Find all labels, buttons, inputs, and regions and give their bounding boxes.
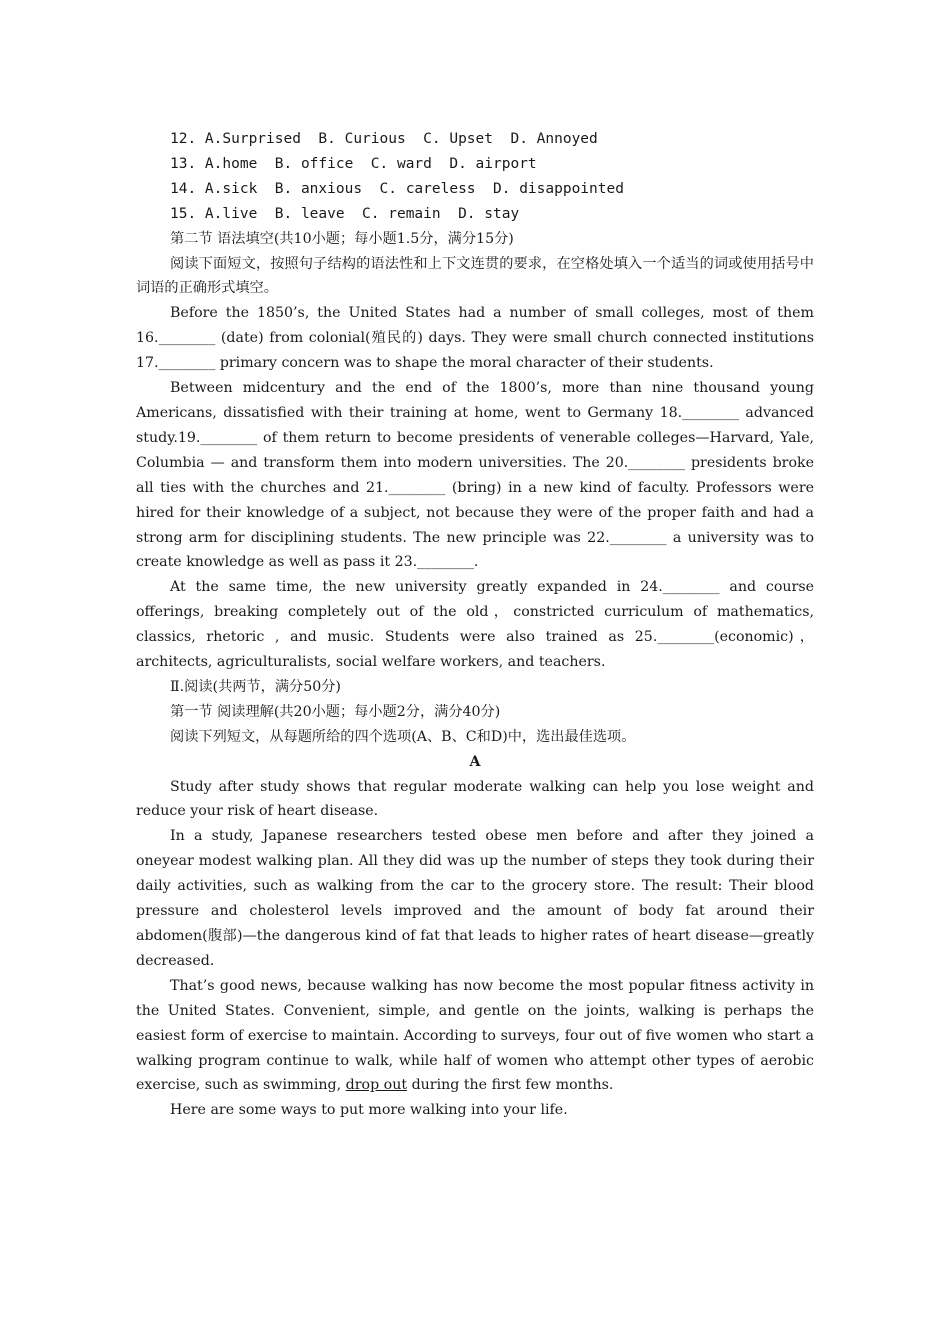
- section2-title: 第二节 语法填空(共10小题；每小题1.5分，满分15分): [170, 230, 514, 247]
- underlined-phrase: drop out: [345, 1077, 408, 1094]
- document-page: [136, 127, 814, 1123]
- para3-text-after: during the first few months.: [407, 1077, 614, 1094]
- grammar-paragraph-3: At the same time, the new university greatly expanded in 24.________ and course offerings, breaking completely out of the old，constricted curriculum of mathematics, classics, rhetoric , and music. Students were also trained as 25.________(economic)，architects, agriculturalists, social welfare workers, and teachers.: [136, 579, 814, 671]
- section1-title: 第一节 阅读理解(共20小题；每小题2分，满分40分): [170, 703, 501, 720]
- para3-text-before: That’s good news, because walking has now become the most popular fitness activity in the United States. Convenient, simple, and gentle on the joints, walking is perhaps the easiest form of exercise to maintain. According to surveys, four out of five women who start a walking program continue to walk, while half of women who attempt other types of aerobic exercise, such as swimming,: [136, 977, 814, 1094]
- option-line-15: 15. A.live B. leave C. remain D. stay: [170, 205, 520, 222]
- section2-instructions: 阅读下面短文，按照句子结构的语法性和上下文连贯的要求，在空格处填入一个适当的词或使用括号中词语的正确形式填空。: [136, 255, 814, 297]
- grammar-paragraph-1: Before the 1850’s, the United States had a number of small colleges, most of them 16.________ (date) from colonial(殖民的) days. They were small church connected institutions 17.________ primary concern was to shape the moral character of their students.: [136, 305, 814, 372]
- option-line-13: 13. A.home B. office C. ward D. airport: [170, 155, 537, 172]
- reading-paragraph-1: Study after study shows that regular moderate walking can help you lose weight and reduce your risk of heart disease.: [136, 778, 814, 820]
- option-line-12: 12. A.Surprised B. Curious C. Upset D. Annoyed: [170, 131, 598, 147]
- grammar-paragraph-2: Between midcentury and the end of the 1800’s, more than nine thousand young Americans, dissatisfied with their training at home, went to Germany 18.________ advanced study.19.________ of them return to become presidents of venerable colleges—Harvard, Yale, Columbia — and transform them into modern universities. The 20.________ presidents broke all ties with the churches and 21.________ (bring) in a new kind of faculty. Professors were hired for their knowledge of a subject, not because they were of the proper faith and had a strong arm for disciplining students. The new principle was 22.________ a university was to create knowledge as well as pass it 23.________.: [136, 380, 814, 571]
- option-line-14: 14. A.sick B. anxious C. careless D. disappointed: [170, 180, 624, 197]
- reading-paragraph-4: Here are some ways to put more walking into your life.: [170, 1102, 568, 1119]
- reading-paragraph-3: [136, 974, 814, 1099]
- section1-instructions: 阅读下列短文，从每题所给的四个选项(A、B、C和D)中，选出最佳选项。: [170, 728, 636, 745]
- passage-label: A: [469, 753, 481, 770]
- part2-title: Ⅱ.阅读(共两节，满分50分): [170, 678, 341, 695]
- reading-paragraph-2: In a study, Japanese researchers tested obese men before and after they joined a oneyear modest walking plan. All they did was up the number of steps they took during their daily activities, such as walking from the car to the grocery store. The result: Their blood pressure and cholesterol levels improved and the amount of body fat around their abdomen(腹部)—the dangerous kind of fat that leads to higher rates of heart disease—greatly decreased.: [136, 828, 814, 969]
